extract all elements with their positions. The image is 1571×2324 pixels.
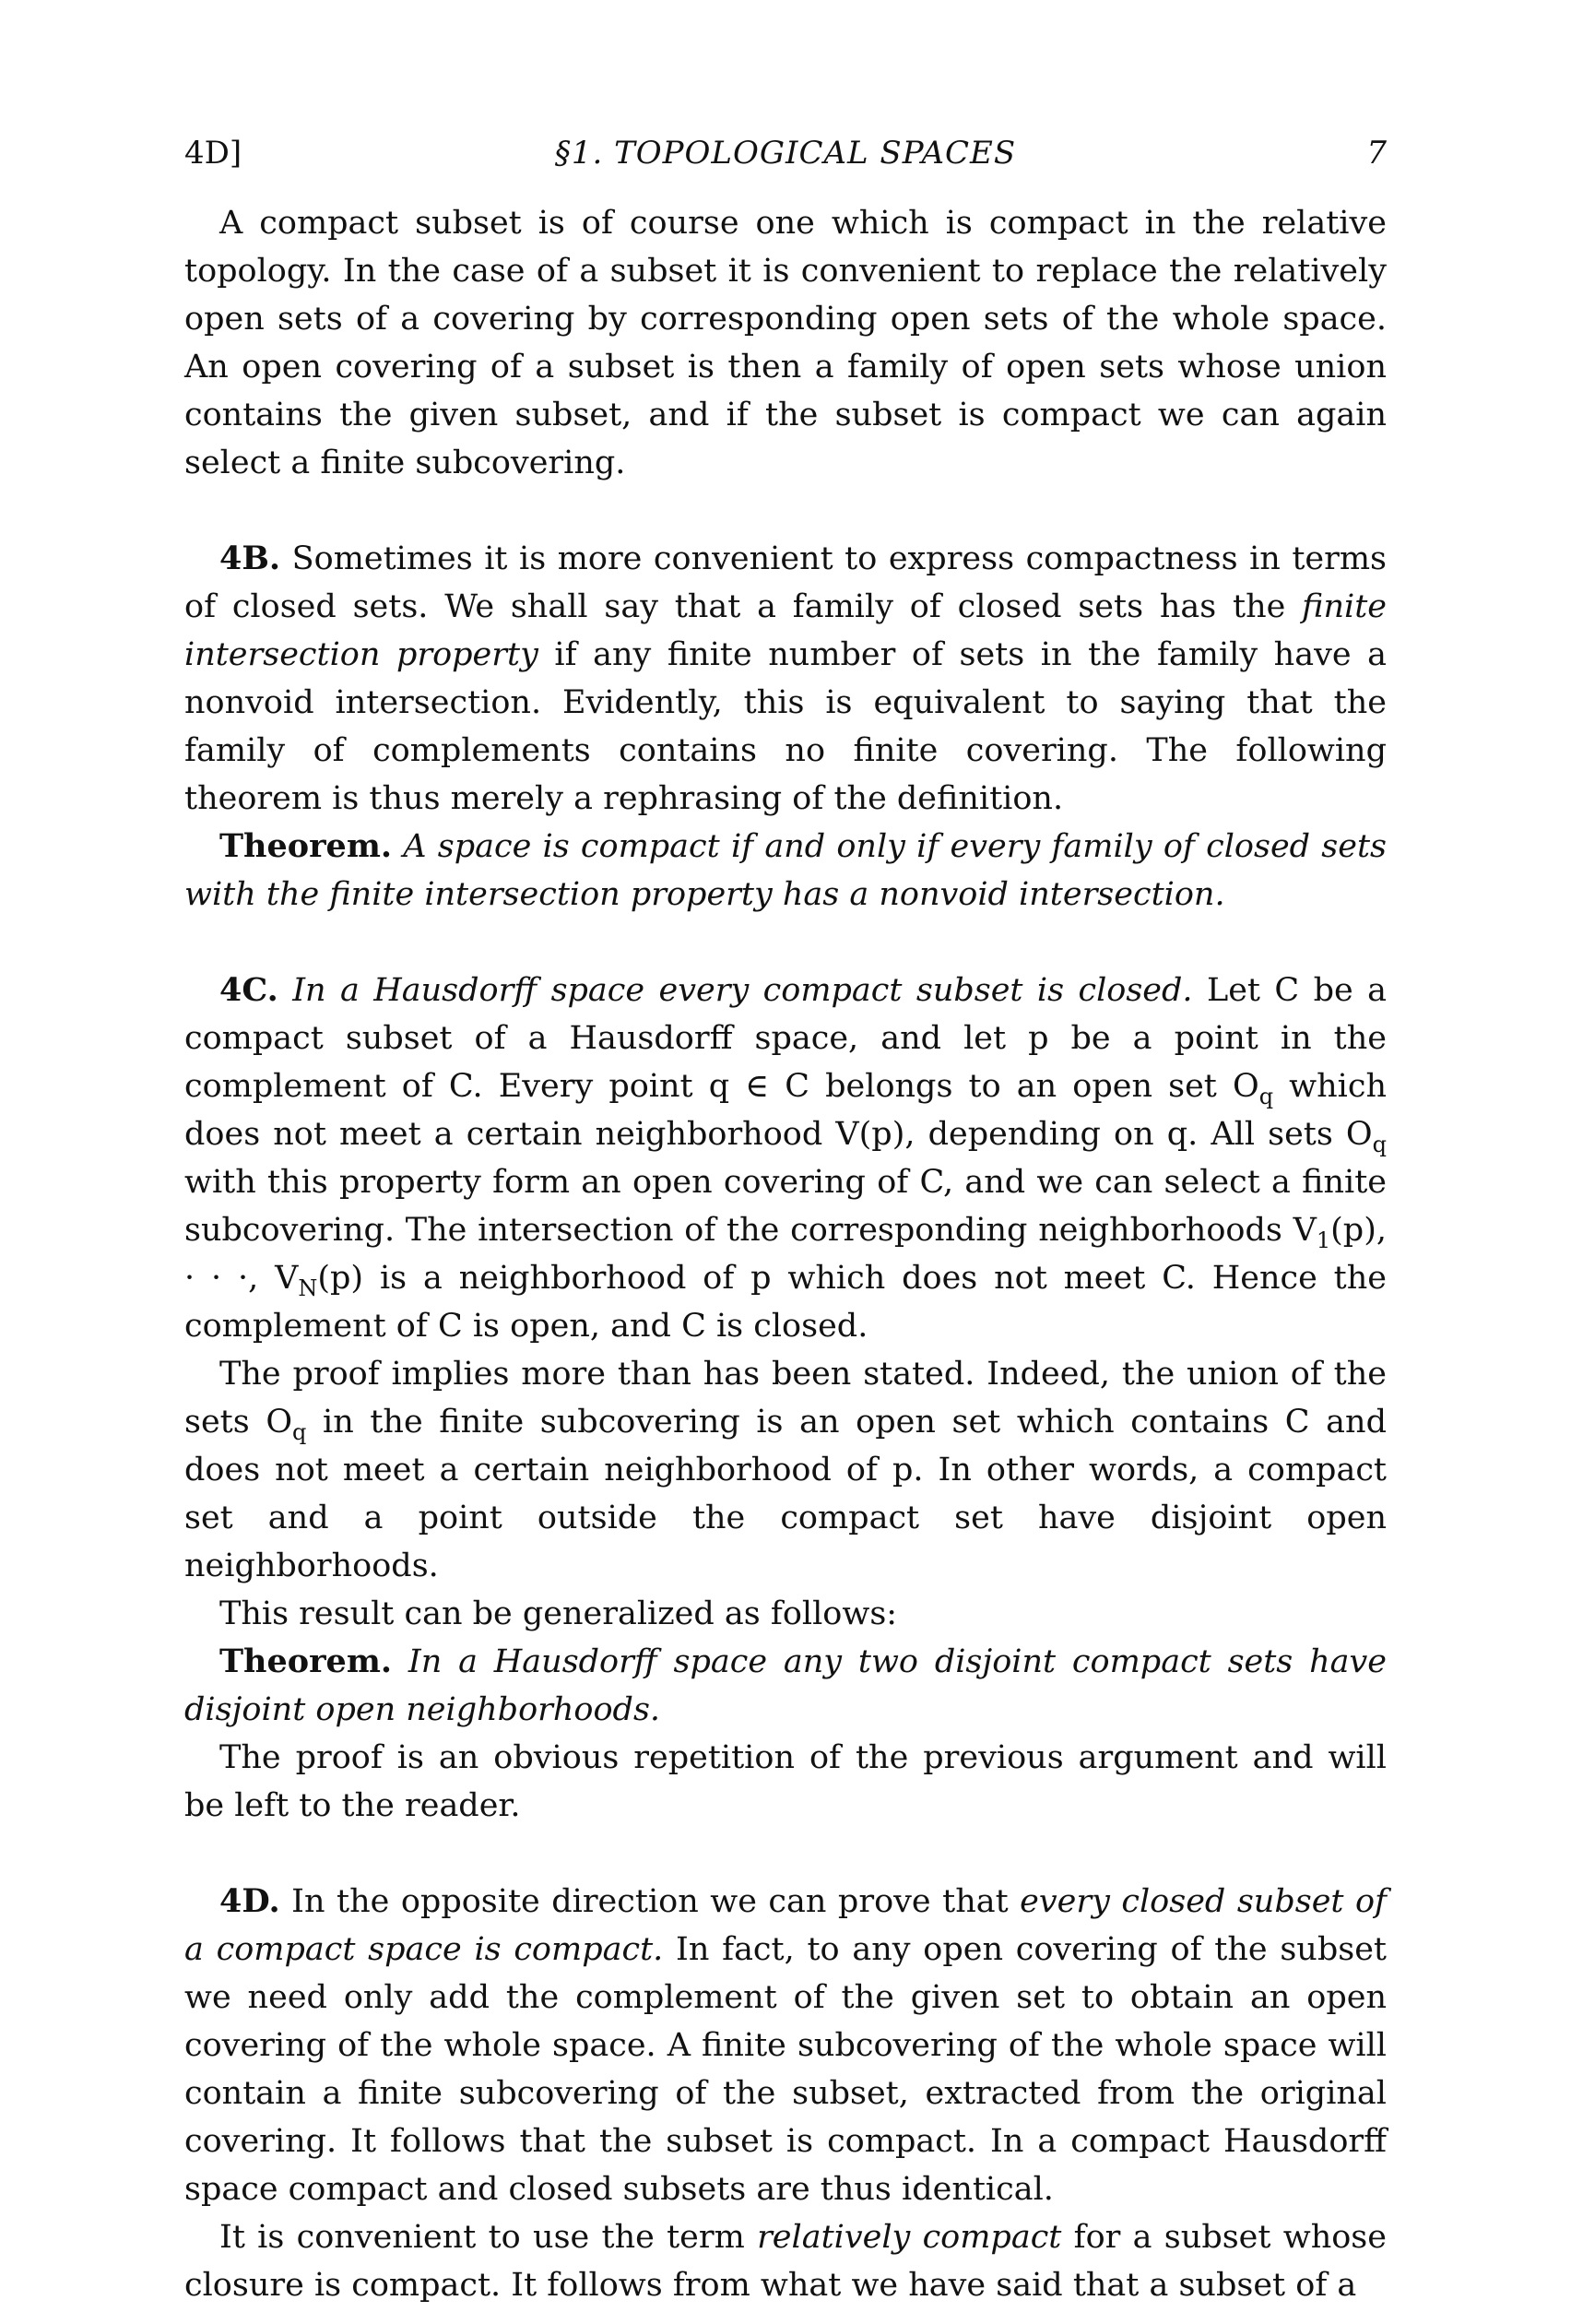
theorem-4b: Theorem. A space is compact if and only if every family of closed sets with the finite intersection property has a nonvoid intersection. [184,827,1387,913]
theorem-label: Theorem. [219,1642,393,1680]
paragraph-proof-implies: The proof implies more than has been stated. Indeed, the union of the sets $O_q$ in the finite subcovering is an open set which contains C and does not meet a certain neighborhood of p. In other words, a compact set and a point outside the compact set have disjoint open neighborhoods. [184,1356,1387,1584]
section-label-4b: 4B. [219,540,281,577]
page-number: 7 [1366,135,1387,172]
page-body [184,199,1387,2309]
theorem-4c: Theorem. In a Hausdorff space any two disjoint compact sets have disjoint open neighborhoods. [184,1642,1387,1728]
paragraph-generalized: This result can be generalized as follows: [219,1595,898,1632]
paragraph-relatively-compact: It is convenient to use the term relatively compact for a subset whose closure is compact. It follows from what we have said that a subset of a [184,2219,1387,2304]
term-relatively-compact: relatively compact [757,2219,1062,2256]
section-ref: 4D] [184,135,242,172]
term-finite-intersection-property: finite intersection property [184,588,1387,673]
section-4c: 4C. In a Hausdorff space every compact subset is closed. Let C be a compact subset of a Hausdorff space, and let p be a point in the complement of C. Every point q ∈ C belongs to an open set $O_q$ which does not meet a certain neighborhood V(p), depending on q. All sets $O_q$ with this property form an open covering of C, and we can select a finite subcovering. The intersection of the corresponding neighborhoods $V_1(p)$, · · ·, $V_N(p)$ is a neighborhood of p which does not meet C. Hence the complement of C is open, and C is closed. [184,971,1388,1345]
section-4b: 4B. Sometimes it is more convenient to express compactness in terms of closed sets. We shall say that a family of closed sets has the finite intersection property if any finite number of sets in the family have a nonvoid intersection. Evidently, this is equivalent to saying that the family of complements contains no finite covering. The following theorem is thus merely a rephrasing of the definition. [184,540,1387,817]
section-label-4d: 4D. [219,1882,280,1920]
running-head [184,125,1387,181]
paragraph-compact-subset: A compact subset is of course one which is compact in the relative topology. In the case of a subset it is convenient to replace the relatively open sets of a covering by corresponding open sets of the whole space. An open covering of a subset is then a family of open sets whose union contains the given subset, and if the subset is compact we can again select a finite subcovering. [184,205,1387,481]
theorem-label: Theorem. [219,827,393,865]
paragraph-proof-repetition: The proof is an obvious repetition of the previous argument and will be left to the reader. [184,1739,1387,1824]
section-4d: 4D. In the opposite direction we can prove that every closed subset of a compact space is compact. In fact, to any open covering of the subset we need only add the complement of the given set to obtain an open covering of the whole space. A finite subcovering of the whole space will contain a finite subcovering of the subset, extracted from the original covering. It follows that the subset is compact. In a compact Hausdorff space compact and closed subsets are thus identical. [184,1882,1387,2208]
section-label-4c: 4C. [219,971,278,1009]
chapter-title: §1. TOPOLOGICAL SPACES [554,135,1017,172]
